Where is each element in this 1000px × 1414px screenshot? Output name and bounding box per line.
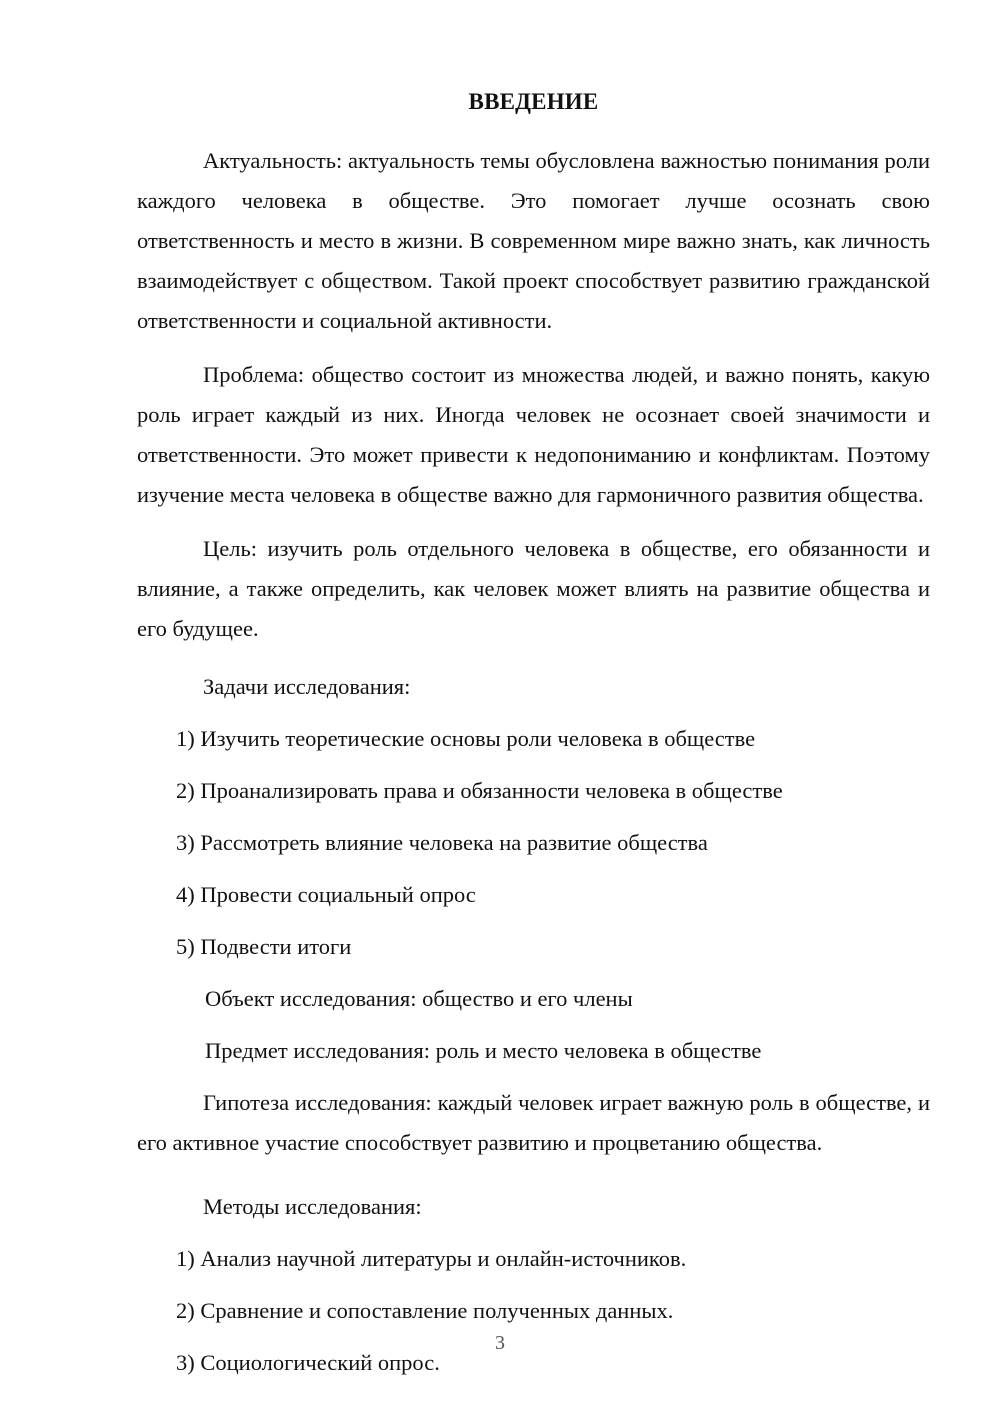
methods-list xyxy=(137,1239,930,1383)
list-item: 1) Изучить теоретические основы роли человека в обществе xyxy=(176,725,756,751)
page-number: 3 xyxy=(495,1332,505,1354)
list-item: 2) Проанализировать права и обязанности человека в обществе xyxy=(176,777,783,803)
list-item: 4) Провести социальный опрос xyxy=(176,881,476,907)
methods-label: Методы исследования: xyxy=(203,1193,422,1219)
paragraph-hypothesis: Гипотеза исследования: каждый человек играет важную роль в обществе, и его активное участие способствует развитию и процветанию общества. xyxy=(137,1089,930,1155)
page-title: ВВЕДЕНИЕ xyxy=(468,89,599,114)
paragraph-goal: Цель: изучить роль отдельного человека в обществе, его обязанности и влияние, а также определить, как человек может влиять на развитие общества и его будущее. xyxy=(137,535,930,641)
list-item: 3) Социологический опрос. xyxy=(176,1349,440,1375)
paragraph-problem: Проблема: общество состоит из множества людей, и важно понять, какую роль играет каждый из них. Иногда человек не осознает своей значимости и ответственности. Это может привести к недопониманию и конфликтам. Поэтому изучение места человека в обществе важно для гармоничного развития общества. xyxy=(137,361,930,507)
object-of-research-line: Объект исследования: общество и его члены xyxy=(205,985,633,1011)
spacer xyxy=(137,1177,930,1187)
tasks-label: Задачи исследования: xyxy=(203,673,411,699)
subject-of-research-line: Предмет исследования: роль и место человека в обществе xyxy=(205,1037,762,1063)
paragraph-relevance: Актуальность: актуальность темы обусловлена важностью понимания роли каждого человека в обществе. Это помогает лучше осознать свою ответственность и место в жизни. В современном мире важно знать, как личность взаимодействует с обществом. Такой проект способствует развитию гражданской ответственности и социальной активности. xyxy=(137,147,930,333)
list-item: 5) Подвести итоги xyxy=(176,933,352,959)
tasks-list xyxy=(137,719,930,967)
page-content xyxy=(137,88,930,1395)
list-item: 2) Сравнение и сопоставление полученных данных. xyxy=(176,1297,674,1323)
list-item: 3) Рассмотреть влияние человека на развитие общества xyxy=(176,829,708,855)
list-item: 1) Анализ научной литературы и онлайн-источников. xyxy=(176,1245,687,1271)
